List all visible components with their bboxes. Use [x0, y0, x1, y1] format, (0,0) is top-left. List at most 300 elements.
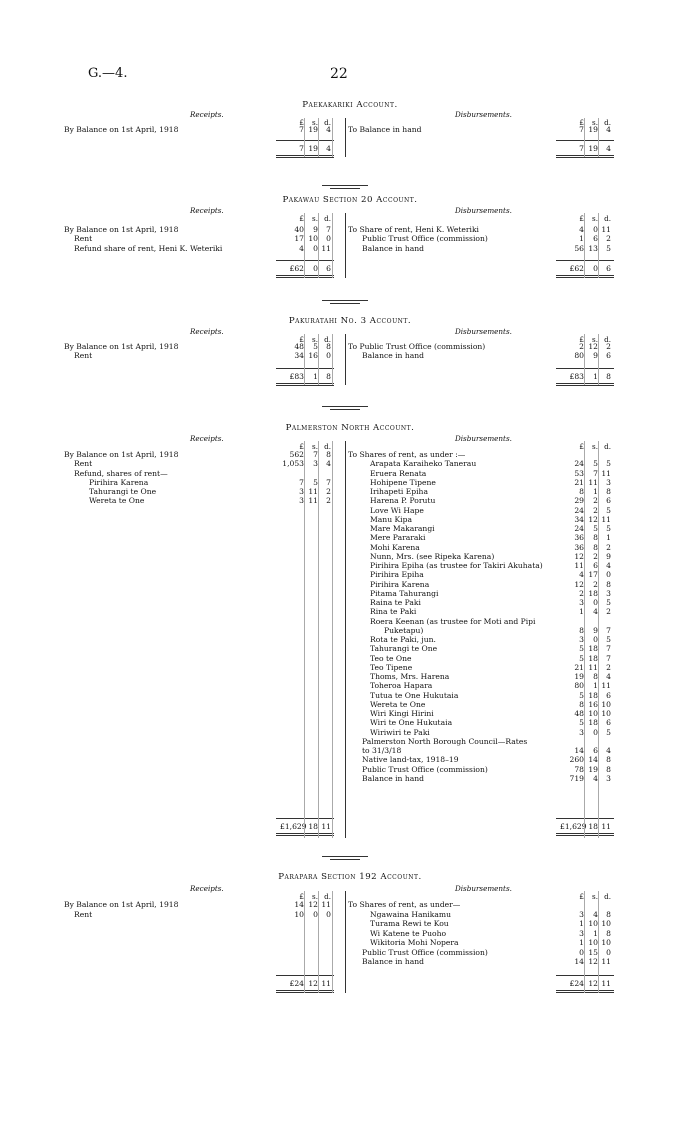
rule: [276, 818, 334, 819]
pounds: 12: [574, 579, 584, 589]
shillings: 1: [593, 372, 598, 381]
pounds: 21: [574, 662, 584, 672]
pence: 11: [601, 822, 611, 831]
receipts-total: [280, 264, 331, 274]
column-divider: [332, 441, 333, 838]
pence-heading: d.: [604, 335, 611, 344]
disbursement-label: Pirihira Karena: [370, 579, 430, 589]
pounds: 34: [574, 514, 584, 524]
pence: 2: [326, 487, 331, 496]
pounds: 1,053: [282, 459, 304, 469]
pounds: 1: [579, 919, 584, 928]
shilling-heading: s.: [312, 118, 318, 127]
pound-heading: £: [579, 214, 584, 223]
disbursement-label: Balance in hand: [362, 773, 425, 783]
disbursement-amount: [560, 919, 611, 929]
disbursement-label: To Shares of rent, as under—: [348, 900, 461, 909]
receipt-amount: [280, 244, 331, 254]
pounds: £83: [569, 372, 584, 381]
column-divider: [304, 334, 305, 385]
pence: 8: [326, 450, 331, 459]
pence-heading: d.: [604, 214, 611, 223]
pence: 7: [606, 644, 611, 654]
pounds: 24: [574, 524, 584, 533]
receipt-amount: [280, 125, 331, 135]
double-rule: [556, 275, 614, 278]
pence: 11: [321, 243, 331, 253]
pence-heading: d.: [324, 335, 331, 344]
receipt-row: [64, 900, 284, 910]
pound-heading: £: [579, 442, 584, 451]
disbursement-label: To Public Trust Office (commission): [348, 342, 486, 351]
rule: [556, 260, 614, 261]
shillings: 10: [588, 938, 598, 947]
pence: 9: [606, 551, 611, 561]
disbursement-row: [348, 957, 572, 967]
receipt-row: [64, 910, 294, 920]
account-title: Paekakariki Account.: [302, 100, 398, 110]
disbursement-label: Pirihira Epiha: [370, 570, 424, 580]
pence: 3: [606, 588, 611, 598]
shillings: 0: [313, 243, 318, 253]
shillings: 0: [593, 598, 598, 607]
pounds: 5: [579, 653, 584, 663]
column-divider: [345, 441, 346, 838]
pounds: £62: [289, 264, 304, 273]
disbursement-label: Wikitoria Mohi Nopera: [370, 938, 459, 947]
receipts-total: [280, 822, 331, 832]
disbursement-label: Toheroa Hapara: [370, 681, 433, 691]
disbursement-amount: [560, 948, 611, 958]
column-divider: [304, 213, 305, 278]
pounds: 719: [569, 773, 584, 783]
account-title: Palmerston North Account.: [285, 423, 415, 433]
receipt-label: Wereta te One: [89, 496, 145, 506]
shillings: 4: [593, 607, 598, 617]
disbursement-label: Thoms, Mrs. Harena: [370, 672, 450, 681]
page-number: 22: [330, 66, 348, 82]
shilling-heading: s.: [592, 335, 598, 344]
shillings: 16: [308, 351, 318, 361]
pounds: 7: [299, 477, 304, 487]
pounds: 48: [294, 342, 304, 351]
double-rule: [556, 383, 614, 386]
disbursements-total: [560, 144, 611, 154]
shilling-heading: s.: [312, 214, 318, 223]
pence: 8: [606, 372, 611, 381]
shillings: 16: [588, 699, 598, 709]
pence: 4: [606, 561, 611, 570]
shillings: 0: [593, 264, 598, 273]
disbursement-amount: [560, 910, 611, 920]
rule: [556, 818, 614, 819]
column-divider: [598, 334, 599, 385]
shillings: 1: [313, 372, 318, 381]
shillings: 11: [308, 496, 318, 506]
pence: 8: [606, 928, 611, 938]
double-rule: [556, 990, 614, 993]
account-title: Pakuratahi No. 3 Account.: [288, 316, 412, 326]
pence: 6: [606, 718, 611, 728]
pounds: 56: [574, 243, 584, 253]
shillings: 9: [593, 351, 598, 361]
section-separator: [322, 856, 368, 857]
rule: [556, 140, 614, 141]
shillings: 5: [593, 524, 598, 533]
pence: 11: [601, 468, 611, 478]
shillings: 12: [588, 957, 598, 966]
money-column-heading: [280, 214, 331, 223]
pence: 6: [606, 351, 611, 361]
disbursement-label: Balance in hand: [362, 243, 425, 253]
pence: 5: [606, 727, 611, 737]
pence: 3: [606, 773, 611, 783]
shillings: 15: [588, 947, 598, 957]
disbursement-amount: [560, 929, 611, 939]
pence-heading: d.: [324, 214, 331, 223]
double-rule: [276, 275, 334, 278]
shillings: 19: [588, 125, 598, 134]
pounds: 36: [574, 542, 584, 552]
shillings: 0: [593, 727, 598, 737]
pounds: 29: [574, 496, 584, 506]
shillings: 1: [593, 928, 598, 938]
pence: 2: [606, 607, 611, 617]
receipt-amount: [280, 496, 331, 506]
disbursement-label: Nunn, Mrs. (see Ripeka Karena): [370, 551, 495, 561]
pounds: 10: [294, 909, 304, 919]
pence: 0: [326, 234, 331, 244]
section-separator: [322, 300, 368, 301]
pound-heading: £: [579, 335, 584, 344]
shilling-heading: s.: [312, 892, 318, 901]
receipt-row: [64, 496, 309, 506]
receipts-total: [280, 372, 331, 382]
pence: 2: [606, 342, 611, 351]
disbursements-heading: Disbursements.: [455, 884, 512, 893]
pence: 4: [326, 144, 331, 153]
pence: 5: [606, 505, 611, 515]
pence-heading: d.: [604, 892, 611, 901]
shilling-heading: s.: [592, 118, 598, 127]
shillings: 4: [593, 773, 598, 783]
shillings: 0: [313, 909, 318, 919]
page-id: G.—4.: [88, 66, 128, 81]
pence-heading: d.: [324, 442, 331, 451]
section-separator: [322, 185, 368, 186]
column-divider: [332, 334, 333, 385]
shillings: 5: [593, 459, 598, 469]
shillings: 13: [588, 243, 598, 253]
rule: [556, 368, 614, 369]
pence: 10: [601, 699, 611, 709]
column-divider: [584, 213, 585, 278]
disbursements-heading: Disbursements.: [455, 434, 512, 443]
shillings: 5: [313, 477, 318, 487]
pence: 10: [601, 938, 611, 947]
pounds: 0: [579, 947, 584, 957]
receipts-total: [280, 979, 331, 989]
double-rule: [556, 155, 614, 158]
receipt-label: By Balance on 1st April, 1918: [64, 342, 179, 351]
shillings: 18: [588, 588, 598, 598]
pence: 2: [606, 542, 611, 552]
disbursements-total: [560, 372, 611, 382]
pence: 10: [601, 709, 611, 718]
pounds: 24: [574, 505, 584, 515]
shillings: 19: [308, 125, 318, 134]
column-divider: [332, 118, 333, 157]
pounds: 5: [579, 690, 584, 700]
pounds: £24: [569, 979, 584, 988]
disbursement-label: Balance in hand: [362, 957, 425, 966]
pounds: 8: [579, 699, 584, 709]
disbursement-label: Pitama Tahurangi: [370, 588, 439, 598]
disbursement-amount: [560, 244, 611, 254]
disbursements-total: [560, 822, 611, 832]
receipt-label: Tahurangi te One: [89, 487, 157, 496]
receipts-heading: Receipts.: [190, 434, 224, 443]
disbursement-label: Hohipene Tipene: [370, 477, 436, 487]
pounds: 21: [574, 477, 584, 487]
column-divider: [345, 118, 346, 157]
double-rule: [276, 155, 334, 158]
shillings: 18: [588, 653, 598, 663]
shilling-heading: s.: [592, 214, 598, 223]
pounds: 4: [299, 243, 304, 253]
shillings: 18: [308, 822, 318, 831]
pence: 2: [326, 496, 331, 506]
pence: 11: [601, 979, 611, 988]
pence-heading: d.: [604, 442, 611, 451]
shillings: 18: [588, 718, 598, 728]
section-separator: [330, 409, 360, 410]
column-divider: [318, 441, 319, 838]
pence-heading: d.: [604, 118, 611, 127]
disbursement-label: Tutua te One Hukutaia: [370, 690, 459, 700]
shillings: 8: [593, 533, 598, 543]
disbursement-row: [348, 125, 558, 135]
disbursements-heading: Disbursements.: [455, 110, 512, 119]
section-separator: [330, 188, 360, 189]
shillings: 19: [588, 144, 598, 153]
pence: 7: [606, 625, 611, 635]
pence: 4: [606, 144, 611, 153]
receipt-label: Refund share of rent, Heni K. Weteriki: [74, 243, 223, 253]
pence: 3: [606, 477, 611, 487]
column-divider: [318, 891, 319, 993]
disbursement-label: Wereta te One: [370, 699, 426, 709]
disbursement-amount: [560, 125, 611, 135]
disbursement-label: To Balance in hand: [348, 125, 422, 134]
disbursement-label: Pirihira Epiha (as trustee for Takiri Akuhata): [370, 561, 543, 570]
pence: 4: [326, 459, 331, 469]
disbursement-label: Public Trust Office (commission): [362, 764, 488, 774]
receipt-amount: [280, 351, 331, 361]
pounds: 7: [299, 144, 304, 153]
receipt-label: Rent: [74, 234, 93, 244]
disbursement-label: Balance in hand: [362, 351, 425, 361]
shillings: 11: [588, 662, 598, 672]
shillings: 6: [593, 561, 598, 570]
pounds: 3: [299, 496, 304, 506]
shillings: 6: [593, 746, 598, 755]
pence: 5: [606, 459, 611, 469]
shillings: 12: [588, 979, 598, 988]
shillings: 2: [593, 579, 598, 589]
pound-heading: £: [299, 335, 304, 344]
pounds: 2: [579, 588, 584, 598]
disbursement-label: Wi Katene te Puoho: [370, 928, 447, 938]
pound-heading: £: [299, 892, 304, 901]
page-header: [0, 66, 700, 86]
receipt-row: [64, 125, 284, 135]
disbursement-label: Teo te One: [370, 653, 412, 663]
disbursement-label: Raina te Paki: [370, 598, 421, 607]
account-title: Pakawau Section 20 Account.: [282, 195, 418, 205]
pence: 11: [321, 822, 331, 831]
shillings: 4: [593, 909, 598, 919]
shillings: 18: [588, 644, 598, 654]
section-separator: [330, 859, 360, 860]
disbursement-label: Turama Rewi te Kou: [370, 919, 449, 928]
pence: 6: [606, 264, 611, 273]
disbursement-row: [348, 938, 580, 948]
receipt-label: Pirihira Karena: [89, 477, 149, 487]
pence: 4: [326, 125, 331, 134]
pounds: £62: [569, 264, 584, 273]
pence: 10: [601, 919, 611, 928]
shillings: 3: [313, 459, 318, 469]
shillings: 0: [313, 264, 318, 273]
receipt-row: [64, 244, 294, 254]
column-divider: [304, 118, 305, 157]
rule: [276, 975, 334, 976]
pence: 5: [606, 524, 611, 533]
disbursement-label: Arapata Karaiheko Tanerau: [370, 459, 477, 469]
disbursement-row: [348, 910, 580, 920]
pence: 8: [326, 372, 331, 381]
receipt-label: Refund, shares of rent—: [74, 468, 168, 478]
double-rule: [276, 383, 334, 386]
pounds: 260: [569, 755, 584, 765]
disbursement-label: Rina te Paki: [370, 607, 417, 617]
shillings: 2: [593, 496, 598, 506]
pounds: 5: [579, 718, 584, 728]
disbursement-row: [348, 351, 572, 361]
rule: [276, 140, 334, 141]
pence: 8: [326, 342, 331, 351]
shillings: 5: [313, 342, 318, 351]
shilling-heading: s.: [312, 335, 318, 344]
column-divider: [584, 441, 585, 838]
pence: 4: [606, 746, 611, 755]
disbursement-label: To Share of rent, Heni K. Weteriki: [348, 225, 479, 234]
pounds: 53: [574, 468, 584, 478]
pounds: 4: [579, 570, 584, 580]
rule: [556, 975, 614, 976]
disbursement-label: Wiri Kingi Hirini: [370, 709, 434, 718]
pence: 5: [606, 598, 611, 607]
pounds: 11: [574, 561, 584, 570]
pounds: 2: [579, 342, 584, 351]
pounds: 48: [574, 709, 584, 718]
disbursement-label: Mohi Karena: [370, 542, 420, 552]
pounds: 3: [299, 487, 304, 496]
pence: 4: [606, 672, 611, 681]
disbursement-amount: [560, 957, 611, 967]
disbursements-heading: Disbursements.: [455, 327, 512, 336]
column-divider: [318, 334, 319, 385]
pounds: 7: [299, 125, 304, 134]
column-divider: [598, 441, 599, 838]
pence: 6: [326, 264, 331, 273]
column-divider: [332, 213, 333, 278]
disbursement-label: Mere Pararaki: [370, 533, 426, 543]
shillings: 7: [593, 468, 598, 478]
column-divider: [345, 213, 346, 278]
disbursement-amount: [560, 774, 611, 784]
disbursement-row: [348, 948, 572, 958]
shillings: 2: [593, 505, 598, 515]
pound-heading: £: [579, 118, 584, 127]
disbursement-label: Teo Tipene: [370, 662, 413, 672]
shillings: 11: [588, 477, 598, 487]
pence: 11: [601, 514, 611, 524]
shillings: 10: [588, 709, 598, 718]
pounds: 562: [289, 450, 304, 459]
shillings: 6: [593, 234, 598, 244]
column-divider: [345, 891, 346, 993]
pounds: 8: [579, 625, 584, 635]
pounds: £83: [289, 372, 304, 381]
column-divider: [584, 891, 585, 993]
pound-heading: £: [299, 442, 304, 451]
pence: 8: [606, 764, 611, 774]
pence: 2: [606, 234, 611, 244]
receipt-label: Rent: [74, 909, 93, 919]
pound-heading: £: [579, 892, 584, 901]
rule: [276, 368, 334, 369]
shillings: 8: [593, 542, 598, 552]
disbursement-label: Manu Kipa: [370, 514, 412, 524]
pence-heading: d.: [324, 892, 331, 901]
shillings: 12: [308, 979, 318, 988]
pounds: 17: [294, 234, 304, 244]
pounds: 12: [574, 551, 584, 561]
pounds: 14: [574, 746, 584, 755]
column-divider: [345, 334, 346, 385]
pence: 11: [321, 900, 331, 909]
shilling-heading: s.: [312, 442, 318, 451]
account-title: Parapara Section 192 Account.: [278, 872, 422, 882]
shillings: 1: [593, 681, 598, 691]
pounds: £1,629: [280, 822, 307, 831]
pounds: 80: [574, 681, 584, 691]
column-divider: [318, 118, 319, 157]
shillings: 12: [308, 900, 318, 909]
pence: 0: [606, 570, 611, 580]
disbursement-label: Palmerston North Borough Council—Rates: [362, 736, 528, 746]
receipt-label: Rent: [74, 351, 93, 361]
shilling-heading: s.: [592, 892, 598, 901]
shillings: 18: [588, 822, 598, 831]
shillings: 9: [593, 625, 598, 635]
disbursement-amount: [560, 900, 611, 910]
pence-heading: d.: [324, 118, 331, 127]
disbursement-label: Eruera Renata: [370, 468, 427, 478]
pence: 7: [326, 225, 331, 234]
